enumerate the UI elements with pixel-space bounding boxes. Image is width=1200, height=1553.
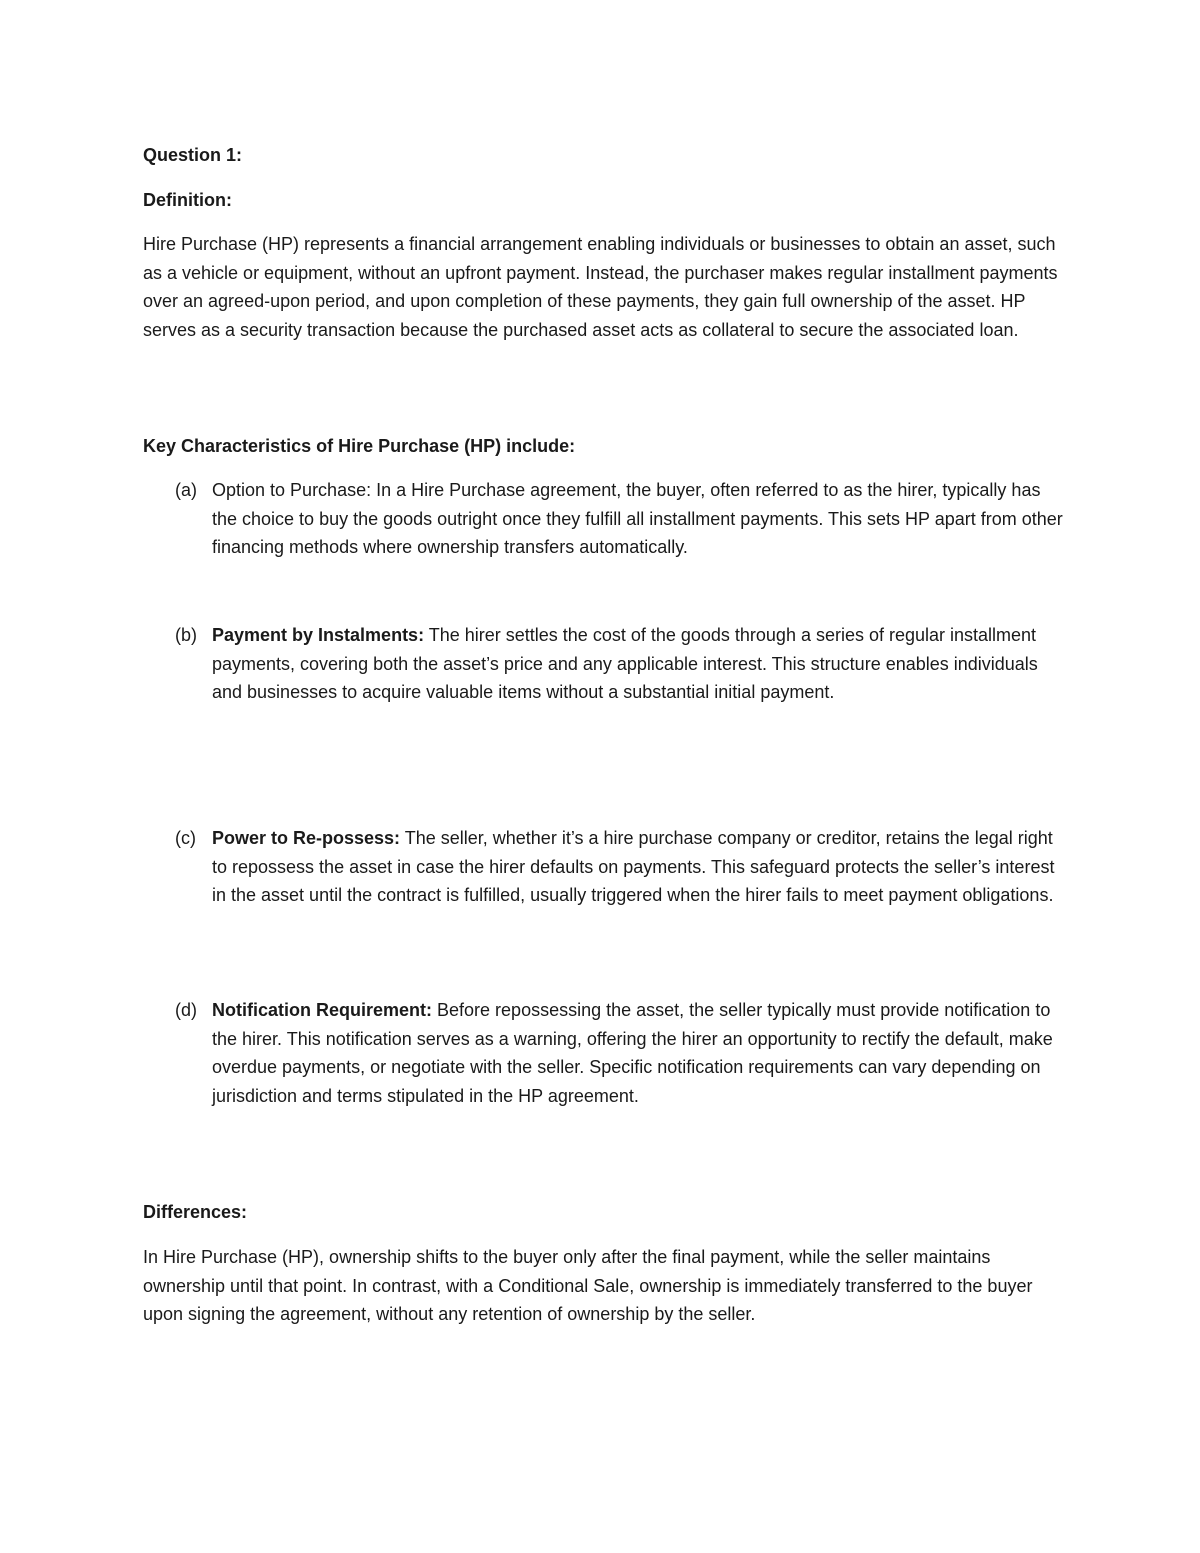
differences-heading: Differences:	[143, 1202, 248, 1222]
list-item-term: Power to Re-possess:	[212, 828, 401, 848]
characteristic-item-b	[175, 621, 1065, 707]
definition-paragraph: Hire Purchase (HP) represents a financial arrangement enabling individuals or businesses to obtain an asset, such as a vehicle or equipment, without an upfront payment. Instead, the purchaser makes regular installment payments over an agreed-upon period, and upon completion of these payments, they gain full ownership of the asset. HP serves as a security transaction because the purchased asset acts as collateral to secure the associated loan.	[143, 234, 1058, 340]
list-item-text: The hirer settles the cost of the goods through a series of regular installment payments, covering both the asset’s price and any applicable interest. This structure enables individuals and businesses to acquire valuable items without a substantial initial payment.	[212, 625, 1038, 703]
list-item-text: Before repossessing the asset, the seller typically must provide notification to the hirer. This notification serves as a warning, offering the hirer an opportunity to rectify the default, make overdue payments, or negotiate with the seller. Specific notification requirements can vary depending on jurisdiction and terms stipulated in the HP agreement.	[212, 1000, 1053, 1106]
characteristic-item-c	[175, 824, 1065, 910]
list-item-body	[212, 824, 1065, 910]
list-item-term: Payment by Instalments:	[212, 625, 425, 645]
list-item-body	[212, 476, 1065, 562]
differences-paragraph: In Hire Purchase (HP), ownership shifts to the buyer only after the final payment, while the seller maintains ownership until that point. In contrast, with a Conditional Sale, ownership is immediately transferred to the buyer upon signing the agreement, without any retention of ownership by the seller.	[143, 1247, 1033, 1325]
list-item-text: The seller, whether it’s a hire purchase company or creditor, retains the legal right to repossess the asset in case the hirer defaults on payments. This safeguard protects the seller’s interest in the asset until the contract is fulfilled, usually triggered when the hirer fails to meet payment obligations.	[212, 828, 1055, 906]
list-marker: (c)	[175, 828, 196, 848]
characteristic-item-a	[175, 476, 1065, 562]
characteristics-heading: Key Characteristics of Hire Purchase (HP) include:	[143, 436, 576, 456]
list-item-body	[212, 621, 1065, 707]
list-marker: (b)	[175, 625, 197, 645]
list-item-body	[212, 996, 1065, 1110]
list-item-text: In a Hire Purchase agreement, the buyer, often referred to as the hirer, typically has the choice to buy the goods outright once they fulfill all installment payments. This sets HP apart from other financing methods where ownership transfers automatically.	[212, 480, 1063, 558]
characteristic-item-d	[175, 996, 1065, 1110]
list-item-term: Option to Purchase:	[212, 480, 372, 500]
question-heading: Question 1:	[143, 145, 243, 165]
list-marker: (d)	[175, 1000, 197, 1020]
list-item-term: Notification Requirement:	[212, 1000, 433, 1020]
list-marker: (a)	[175, 480, 197, 500]
definition-heading: Definition:	[143, 190, 232, 210]
